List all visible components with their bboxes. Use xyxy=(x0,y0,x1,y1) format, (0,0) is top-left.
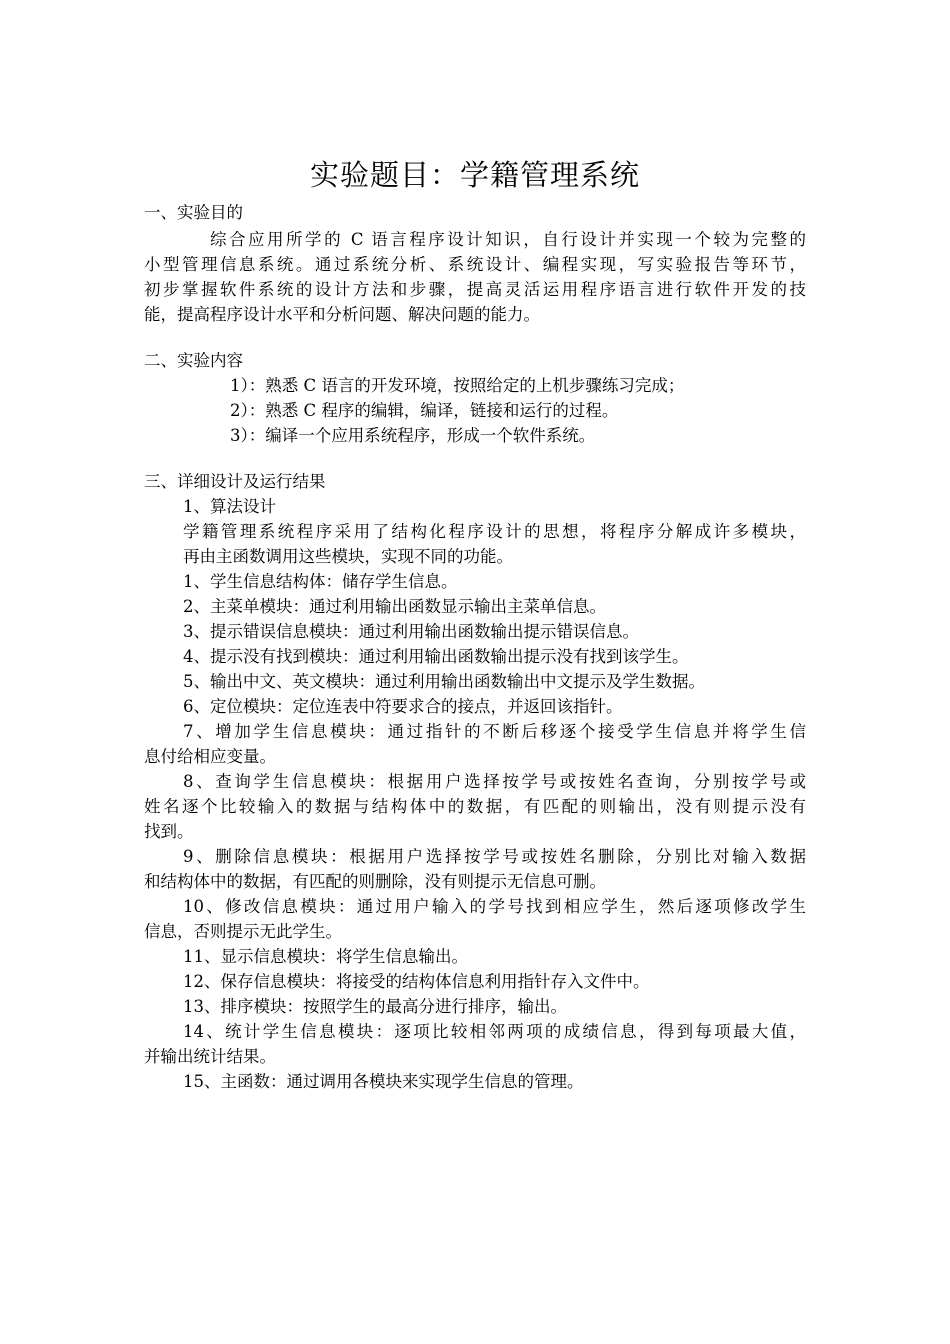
paragraph-line: 小型管理信息系统。通过系统分析、系统设计、编程实现，写实验报告等环节， xyxy=(144,255,806,274)
section-2-heading: 二、实验内容 xyxy=(144,351,243,370)
module-item: 11、显示信息模块：将学生信息输出。 xyxy=(183,947,468,966)
section-3-heading: 三、详细设计及运行结果 xyxy=(144,472,326,491)
subsection-heading: 1、算法设计 xyxy=(183,497,276,516)
module-item-cont: 和结构体中的数据，有匹配的则删除，没有则提示无信息可删。 xyxy=(144,872,606,891)
document-title: 实验题目：学籍管理系统 xyxy=(309,158,640,192)
module-item-cont: 息付给相应变量。 xyxy=(144,747,276,766)
module-item-cont: 姓名逐个比较输入的数据与结构体中的数据，有匹配的则输出，没有则提示没有 xyxy=(144,797,806,816)
module-item: 12、保存信息模块：将接受的结构体信息利用指针存入文件中。 xyxy=(183,972,650,991)
paragraph-line: 能，提高程序设计水平和分析问题、解决问题的能力。 xyxy=(144,305,540,324)
content-item: 2）：熟悉 C 程序的编辑，编译，链接和运行的过程。 xyxy=(230,401,619,420)
module-item: 4、提示没有找到模块：通过利用输出函数输出提示没有找到该学生。 xyxy=(183,647,689,666)
module-item: 3、提示错误信息模块：通过利用输出函数输出提示错误信息。 xyxy=(183,622,639,641)
paragraph-line: 初步掌握软件系统的设计方法和步骤，提高灵活运用程序语言进行软件开发的技 xyxy=(144,280,806,299)
module-item: 8、查询学生信息模块：根据用户选择按学号或按姓名查询，分别按学号或 xyxy=(183,772,806,791)
module-item: 2、主菜单模块：通过利用输出函数显示输出主菜单信息。 xyxy=(183,597,606,616)
module-item: 5、输出中文、英文模块：通过利用输出函数输出中文提示及学生数据。 xyxy=(183,672,705,691)
module-item-cont: 找到。 xyxy=(144,822,194,841)
content-item: 1）：熟悉 C 语言的开发环境，按照给定的上机步骤练习完成； xyxy=(230,376,685,395)
module-item: 15、主函数：通过调用各模块来实现学生信息的管理。 xyxy=(183,1072,584,1091)
paragraph-line: 学籍管理系统程序采用了结构化程序设计的思想，将程序分解成许多模块， xyxy=(183,522,806,541)
module-item: 9、删除信息模块：根据用户选择按学号或按姓名删除，分别比对输入数据 xyxy=(183,847,806,866)
module-item: 1、学生信息结构体：储存学生信息。 xyxy=(183,572,458,591)
module-item: 13、排序模块：按照学生的最高分进行排序，输出。 xyxy=(183,997,567,1016)
module-item: 7、增加学生信息模块：通过指针的不断后移逐个接受学生信息并将学生信 xyxy=(183,722,806,741)
module-item-cont: 信息，否则提示无此学生。 xyxy=(144,922,342,941)
module-item: 6、定位模块：定位连表中符要求合的接点，并返回该指针。 xyxy=(183,697,623,716)
content-item: 3）：编译一个应用系统程序，形成一个软件系统。 xyxy=(230,426,596,445)
paragraph-line: 再由主函数调用这些模块，实现不同的功能。 xyxy=(183,547,513,566)
module-item: 14、统计学生信息模块：逐项比较相邻两项的成绩信息，得到每项最大值， xyxy=(183,1022,806,1041)
module-item: 10、修改信息模块：通过用户输入的学号找到相应学生，然后逐项修改学生 xyxy=(183,897,806,916)
section-1-heading: 一、实验目的 xyxy=(144,203,243,222)
module-item-cont: 并输出统计结果。 xyxy=(144,1047,276,1066)
paragraph-line: 综合应用所学的 C 语言程序设计知识，自行设计并实现一个较为完整的 xyxy=(210,230,806,249)
